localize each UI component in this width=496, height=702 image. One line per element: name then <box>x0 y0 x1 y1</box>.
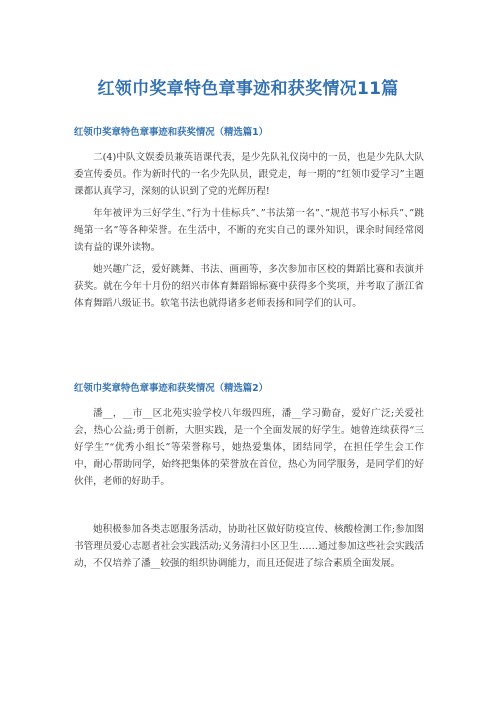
section-heading-1: 红领巾奖章特色章事迹和获奖情况（精选篇1） <box>74 127 269 138</box>
document-title: 红领巾奖章特色章事迹和获奖情况11篇 <box>97 79 399 99</box>
section-2-paragraph-1: 潘__，__市__区北苑实验学校八年级四班，潘__学习勤奋，爱好广泛;关爱社会，热心公益;勇于创新，大胆实践，是一个全面发展的好学生。她曾连续获得“三好学生”“优秀小组长”等荣誉称号，她热爱集体，团结同学，在担任学生会工作中，耐心帮助同学，始终把集体的荣誉放在首位，热心为同学服务，是同学们的好伙伴，老师的好助手。 <box>74 408 424 487</box>
section-1-paragraph-1: 二(4)中队文娱委员兼英语课代表，是少先队礼仪岗中的一员，也是少先队大队委宣传委员。作为新时代的一名少先队员，跟党走，每一期的”红领巾爱学习”主题课都认真学习，深刻的认识到了党的光辉历程! <box>74 152 424 197</box>
section-1-paragraph-3: 她兴趣广泛，爱好跳舞、书法、画画等，多次参加市区校的舞蹈比赛和表演并获奖。就在今年十月份的绍兴市体育舞蹈锦标赛中获得多个奖项，并考取了浙江省体育舞蹈八级证书。软笔书法也就得诸多老师表扬和同学们的认可。 <box>74 264 424 309</box>
section-2-paragraph-2: 她积极参加各类志愿服务活动，协助社区做好防疫宣传、核酸检测工作;参加图书管理员爱心志愿者社会实践活动;义务清扫小区卫生……通过参加这些社会实践活动，不仅培养了潘__较强的组织协调能力，而且还促进了综合素质全面发展。 <box>74 524 424 569</box>
section-1-paragraph-2: 年年被评为三好学生、”行为十佳标兵”、”书法第一名”、”规范书写小标兵”、”跳绳第一名”等各种荣誉。在生活中，不断的充实自己的课外知识，课余时间经常阅读有益的课外读物。 <box>74 208 424 253</box>
section-heading-2: 红领巾奖章特色章事迹和获奖情况（精选篇2） <box>74 383 269 394</box>
